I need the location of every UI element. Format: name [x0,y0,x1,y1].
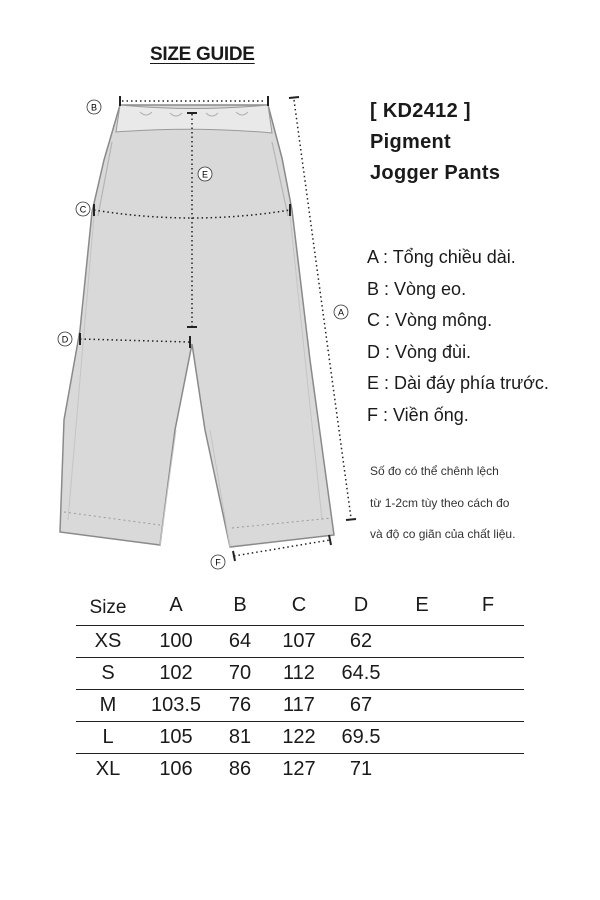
table-cell: L [102,726,114,748]
column-header: E [415,593,429,616]
note-line: Số đo có thể chênh lệch [370,464,499,478]
marker-e [198,167,212,181]
legend-item-b: B : Vòng eo. [367,278,467,299]
table-cell: XS [94,630,122,652]
svg-text:B: B [90,102,98,113]
table-cell [452,722,524,754]
column-header: A [169,593,183,616]
column-header: B [233,593,247,616]
table-cell: 117 [283,694,315,716]
marker-d [58,332,72,346]
product-name-line2: Jogger Pants [370,162,501,184]
table-cell [392,626,452,658]
measurement-note [370,456,515,551]
table-cell [392,722,452,754]
column-header: Size [89,597,127,618]
table-row [76,754,524,786]
table-cell: 62 [349,630,373,652]
table-header-row [76,583,524,626]
marker-c [76,202,90,216]
table-cell: 103.5 [150,694,202,716]
table-cell: 69.5 [341,726,381,748]
product-code: [ KD2412 ] [370,100,471,122]
note-line: và độ co giãn của chất liệu. [370,527,516,541]
size-table [76,583,524,785]
table-cell [392,690,452,722]
marker-b [87,100,101,114]
table-row [76,722,524,754]
table-cell: 105 [159,726,193,748]
measurement-legend [367,242,549,431]
table-cell: 64 [228,630,252,652]
table-cell: 67 [349,694,373,716]
table-cell: 86 [228,758,252,780]
table-cell [452,626,524,658]
table-cell [452,754,524,786]
waistband [116,105,272,133]
table-cell: 64.5 [341,662,381,684]
table-cell [392,658,452,690]
legend-item-e: E : Dài đáy phía trước. [367,373,549,393]
table-cell [452,658,524,690]
note-line: từ 1-2cm tùy theo cách đo [370,495,510,510]
column-header: C [291,593,307,616]
table-cell: 112 [283,662,315,684]
svg-text:D: D [61,334,69,345]
marker-a [334,305,348,319]
table-row [76,658,524,690]
svg-text:F: F [215,557,221,568]
column-header: F [481,593,495,616]
table-cell: S [101,662,115,684]
table-cell: M [99,694,117,716]
table-cell: 76 [228,694,252,716]
legend-item-a: A : Tổng chiều dài. [367,247,516,267]
table-cell: XL [95,758,121,780]
table-row [76,690,524,722]
svg-text:C: C [79,204,87,215]
table-cell: 107 [282,630,316,652]
table-cell [452,690,524,722]
size-guide-heading: SIZE GUIDE [150,44,255,65]
table-cell: 102 [159,662,193,684]
table-cell: 127 [282,758,316,780]
legend-item-c: C : Vòng mông. [367,310,493,330]
table-row [76,626,524,658]
marker-f [211,555,225,569]
svg-text:A: A [337,307,345,318]
product-name-line1: Pigment [370,131,451,153]
product-title [370,96,500,189]
column-header: D [353,593,369,616]
table-cell [392,754,452,786]
legend-item-f: F : Viền ống. [367,404,469,425]
table-cell: 122 [282,726,316,748]
table-cell: 70 [228,662,252,684]
svg-text:E: E [201,169,209,180]
table-cell: 71 [349,758,373,780]
table-cell: 100 [159,630,193,652]
table-cell: 106 [159,758,193,780]
table-cell: 81 [228,726,252,748]
legend-item-d: D : Vòng đùi. [367,341,472,362]
